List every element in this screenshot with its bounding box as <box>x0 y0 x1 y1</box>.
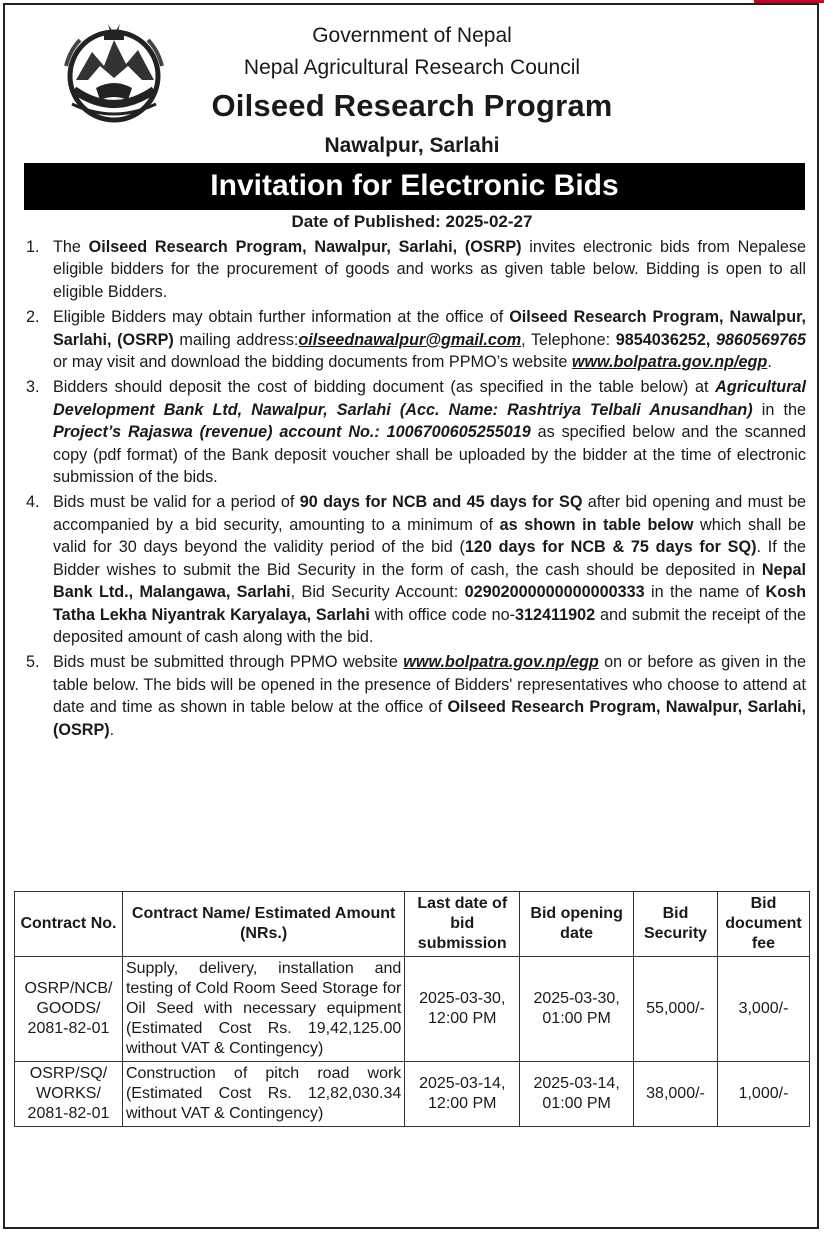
paragraph-text <box>53 378 806 486</box>
header-contract-no: Contract No. <box>15 892 123 957</box>
table-row <box>15 1062 810 1127</box>
bid-security: 55,000/- <box>634 957 718 1062</box>
emphasis-text: 120 days for NCB & 75 days for SQ) <box>464 538 757 557</box>
body-text: in the name of <box>644 583 766 602</box>
contract-no: OSRP/SQ/ WORKS/ 2081-82-01 <box>15 1062 123 1127</box>
body-text: on or before as given in the table below. The bids will be opened in the presence of Bidders' representatives who choose to attend at date and time as shown in table below at the office of <box>53 653 806 717</box>
paragraph-text <box>53 653 806 738</box>
emphasis-text: 9860569765 <box>715 330 806 349</box>
document-fee: 3,000/- <box>717 957 809 1062</box>
paragraph-text <box>53 308 806 371</box>
paragraph-text <box>53 238 806 301</box>
body-text: . <box>767 353 772 372</box>
header-document-fee: Bid document fee <box>717 892 809 957</box>
paragraph-number: 1. <box>26 238 40 256</box>
last-date: 2025-03-14, 12:00 PM <box>405 1062 520 1127</box>
bid-security: 38,000/- <box>634 1062 718 1127</box>
paragraph-number: 5. <box>26 653 40 672</box>
body-text: Bids must be submitted through PPMO website <box>53 653 404 672</box>
last-date: 2025-03-30, 12:00 PM <box>405 957 520 1062</box>
emphasis-text: 90 days for NCB and 45 days for SQ <box>299 493 583 512</box>
emphasis-text: oilseednawalpur@gmail.com <box>298 330 522 349</box>
table-row <box>15 957 810 1062</box>
emphasis-text: Agricultural Development Bank Ltd, Nawalpur, Sarlahi (Acc. Name: Rashtriya Telbali Anusandhan) <box>53 378 806 419</box>
body-text: Eligible Bidders may obtain further information at the office of <box>53 308 510 327</box>
body-text: and submit the receipt of the deposited amount of cash along with the bid. <box>53 605 807 646</box>
body-text: Bids must be valid for a period of <box>53 493 300 512</box>
emphasis-text: Oilseed Research Program, Nawalpur, Sarlahi, (OSRP) <box>53 698 807 739</box>
header-opening-date: Bid opening date <box>520 892 634 957</box>
opening-date: 2025-03-30, 01:00 PM <box>520 957 634 1062</box>
document-fee: 1,000/- <box>717 1062 809 1127</box>
body-text: in the <box>752 400 806 419</box>
emphasis-text: Nepal Bank Ltd., Malangawa, Sarlahi <box>53 560 806 602</box>
table-header-row <box>15 892 810 957</box>
emphasis-text: 9854036252, <box>615 330 716 349</box>
bids-table <box>14 891 810 1127</box>
emphasis-text: Oilseed Research Program, Nawalpur, Sarlahi, (OSRP) <box>88 238 522 256</box>
contract-no: OSRP/NCB/ GOODS/ 2081-82-01 <box>15 957 123 1062</box>
council-title: Nepal Agricultural Research Council <box>243 56 581 79</box>
emphasis-text: 02902000000000000333 <box>464 583 645 602</box>
paragraph-5 <box>24 651 806 741</box>
body-text: which shall be valid for 30 days beyond the validity period of the bid ( <box>53 515 806 557</box>
emphasis-text: www.bolpatra.gov.np/egp <box>403 653 599 672</box>
header-contract-name: Contract Name/ Estimated Amount (NRs.) <box>122 892 404 957</box>
opening-date: 2025-03-14, 01:00 PM <box>520 1062 634 1127</box>
body-text: Bidders should deposit the cost of bidding document (as specified in the table below) at <box>53 378 716 397</box>
government-title: Government of Nepal <box>312 24 512 47</box>
published-date: Date of Published: 2025-02-27 <box>291 212 533 231</box>
paragraph-3 <box>24 376 806 488</box>
location-title: Nawalpur, Sarlahi <box>324 134 500 157</box>
program-title: Oilseed Research Program <box>211 88 613 123</box>
notice-banner: Invitation for Electronic Bids <box>24 163 805 210</box>
emphasis-text: www.bolpatra.gov.np/egp <box>571 353 768 372</box>
emphasis-text: Project’s Rajaswa (revenue) account No.: 1006700605255019 <box>53 423 531 442</box>
body-text: , Bid Security Account: <box>290 583 465 602</box>
body-text: as specified below and the scanned copy (pdf format) of the Bank deposit voucher shall be uploaded by the bidder at the time of electronic submission of the bids. <box>53 423 806 487</box>
contract-name: Construction of pitch road work (Estimated Cost Rs. 12,82,030.34 without VAT & Contingency) <box>122 1062 404 1127</box>
body-text: , Telephone: <box>521 330 616 349</box>
body-text: after bid opening and must be accompanied by a bid security, amounting to a minimum of <box>53 493 806 534</box>
paragraph-1 <box>24 236 806 303</box>
paragraph-text <box>53 493 806 645</box>
body-text: invites electronic bids from Nepalese eligible bidders for the procurement of goods and works as given table below. Bidding is open to all eligible Bidders. <box>53 238 806 301</box>
emphasis-text: 312411902 <box>515 605 596 624</box>
paragraph-number: 2. <box>26 308 40 327</box>
body-text: . If the Bidder wishes to submit the Bid Security in the form of cash, the cash should be deposited in <box>53 538 806 579</box>
emphasis-text: Oilseed Research Program, Nawalpur, Sarlahi, (OSRP) <box>53 308 806 349</box>
body-text: or may visit and download the bidding documents from PPMO’s website <box>53 353 572 372</box>
paragraph-2 <box>24 306 806 373</box>
emphasis-text: as shown in table below <box>499 515 694 534</box>
header-bid-security: Bid Security <box>634 892 718 957</box>
body-text: . <box>109 720 115 739</box>
body-text: The <box>53 238 89 256</box>
emphasis-text: Kosh Tatha Lekha Niyantrak Karyalaya, Sarlahi <box>53 583 806 624</box>
header-last-date: Last date of bid submission <box>405 892 520 957</box>
paragraph-number: 3. <box>26 378 40 397</box>
notice-body <box>24 236 806 744</box>
contract-name: Supply, delivery, installation and testing of Cold Room Seed Storage for Oil Seed with necessary equipment (Estimated Cost Rs. 19,42,125.00 without VAT & Contingency) <box>122 957 404 1062</box>
body-text: mailing address: <box>173 330 299 349</box>
paragraph-4 <box>24 491 806 648</box>
body-text: with office code no- <box>369 605 515 624</box>
paragraph-number: 4. <box>26 493 40 512</box>
